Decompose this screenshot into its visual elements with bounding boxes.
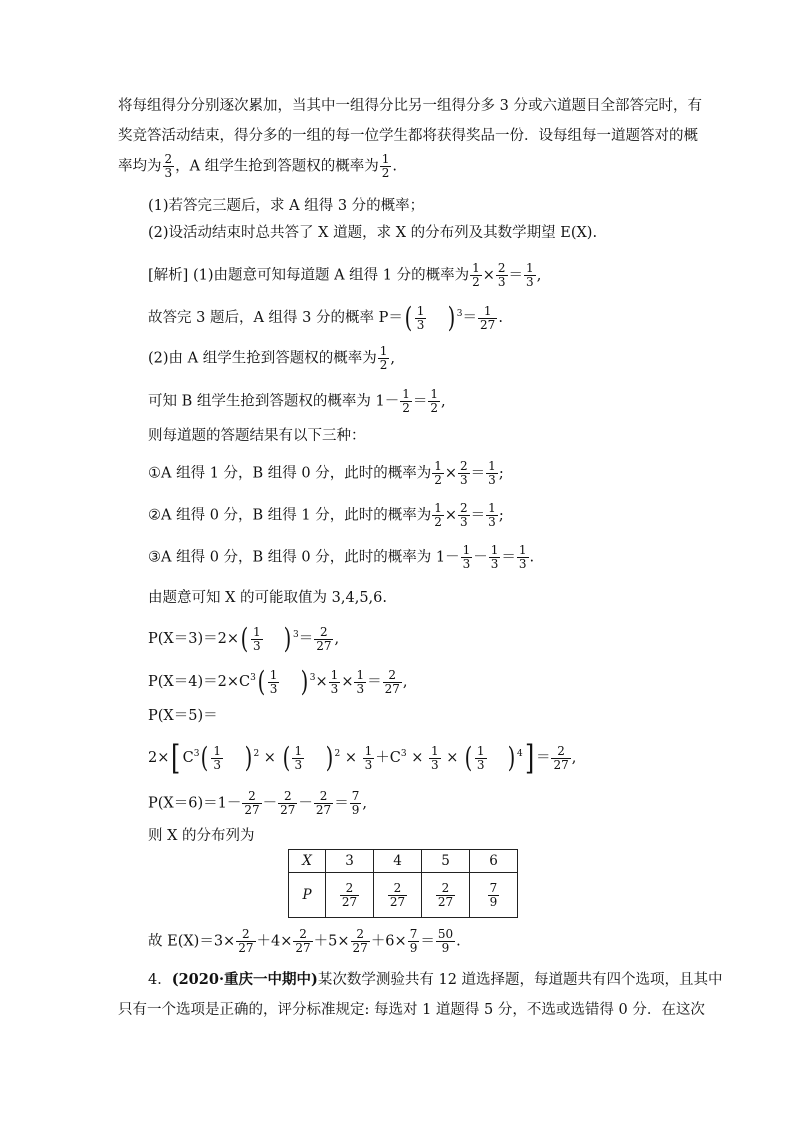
- prob-x5: 2×[ $C^3$( $\frac{1}{3}$ ) $^2$ × ( $\frac{1}{3}$ ) $^2$ × $\frac{1}{3}$ $+C^3$ × $\frac{1}{3}$ × ( $\frac{1}{3}$ ) $^4$] ＝ $\frac{2}{27}$ ,: [148, 738, 577, 778]
- solution-step-5: 则每道题的答题结果有以下三种：: [148, 428, 366, 444]
- solution-step-3: (2)由 A 组学生抢到答题权的概率为 $\frac{1}{2}$ ,: [148, 344, 395, 372]
- table-cell: $\frac{2}{27}$: [326, 873, 374, 918]
- case-3: ③A 组得 0 分，B 组得 0 分，此时的概率为 1－ $\frac{1}{3}$ － $\frac{1}{3}$ ＝ $\frac{1}{3}$ .: [148, 543, 535, 571]
- table-header-cell: 6: [470, 850, 518, 873]
- table-header-cell: 4: [374, 850, 422, 873]
- table-row: [289, 850, 518, 873]
- table-cell: $\frac{2}{27}$: [374, 873, 422, 918]
- intro-line-1: 将每组得分分别逐次累加，当其中一组得分比另一组得分多 3 分或六道题目全部答完时，有: [118, 98, 702, 114]
- solution-step-2: 故答完 3 题后，A 组得 3 分的概率 P＝( $\frac{1}{3}$ ) $^3$＝ $\frac{1}{27}$ .: [148, 301, 503, 334]
- table-header-cell: 5: [422, 850, 470, 873]
- prob-x6: P(X＝6)＝1－ $\frac{2}{27}$ － $\frac{2}{27}$ － $\frac{2}{27}$ ＝ $\frac{7}{9}$ ,: [148, 789, 367, 817]
- possible-values: 由题意可知 X 的可能取值为 3,4,5,6.: [148, 590, 387, 606]
- table-row: [289, 873, 518, 918]
- table-cell: $\frac{2}{27}$: [422, 873, 470, 918]
- next-problem-line-1: 4．(2020·重庆一中期中)某次数学测验共有 12 道选择题，每道题共有四个选项，且其中: [148, 971, 723, 988]
- intro-line-3: 率均为 $\frac{2}{3}$ ，A 组学生抢到答题权的概率为 $\frac{1}{2}$ .: [118, 152, 397, 180]
- prob-x5-label: P(X＝5)＝: [148, 708, 218, 724]
- solution-step-4: 可知 B 组学生抢到答题权的概率为 1－ $\frac{1}{2}$ ＝ $\frac{1}{2}$ ,: [148, 387, 446, 415]
- problem-source: (2020·重庆一中期中): [171, 971, 318, 988]
- table-header-cell: X: [289, 850, 326, 873]
- solution-tag: [解析]: [148, 267, 189, 284]
- intro-line-2: 奖竞答活动结束，得分多的一组的每一位学生都将获得奖品一份．设每组每一道题答对的概: [118, 128, 698, 144]
- question-2: (2)设活动结束时总共答了 X 道题，求 X 的分布列及其数学期望 E(X).: [148, 225, 598, 241]
- case-2: ②A 组得 0 分，B 组得 1 分，此时的概率为 $\frac{1}{2}$ × $\frac{2}{3}$ ＝ $\frac{1}{3}$ ;: [148, 501, 504, 529]
- prob-x4: $P(X=4)=2\times C^3$( $\frac{1}{3}$ ) $^3$× $\frac{1}{3}$ × $\frac{1}{3}$ ＝ $\frac{2}{27}$ ,: [148, 665, 408, 698]
- solution-step-1: [解析] (1)由题意可知每道题 A 组得 1 分的概率为 $\frac{1}{2}$ × $\frac{2}{3}$ ＝ $\frac{1}{3}$ ,: [148, 261, 542, 289]
- case-1: ①A 组得 1 分，B 组得 0 分，此时的概率为 $\frac{1}{2}$ × $\frac{2}{3}$ ＝ $\frac{1}{3}$ ;: [148, 459, 504, 487]
- prob-x3: P(X＝3)＝2×( $\frac{1}{3}$ ) $^3$＝ $\frac{2}{27}$ ,: [148, 622, 340, 655]
- table-header-cell: 3: [326, 850, 374, 873]
- table-row-label: P: [289, 873, 326, 918]
- table-cell: $\frac{7}{9}$: [470, 873, 518, 918]
- expectation: 故 E(X)＝3× $\frac{2}{27}$ ＋4× $\frac{2}{27}$ ＋5× $\frac{2}{27}$ ＋6× $\frac{7}{9}$ ＝ $\frac{50}{9}$ .: [148, 927, 461, 955]
- question-1: (1)若答完三题后，求 A 组得 3 分的概率；: [148, 198, 425, 214]
- next-problem-line-2: 只有一个选项是正确的，评分标准规定: 每选对 1 道题得 5 分，不选或选错得 0 分．在这次: [118, 1002, 705, 1018]
- distribution-intro: 则 X 的分布列为: [148, 828, 255, 844]
- distribution-table: [288, 849, 518, 918]
